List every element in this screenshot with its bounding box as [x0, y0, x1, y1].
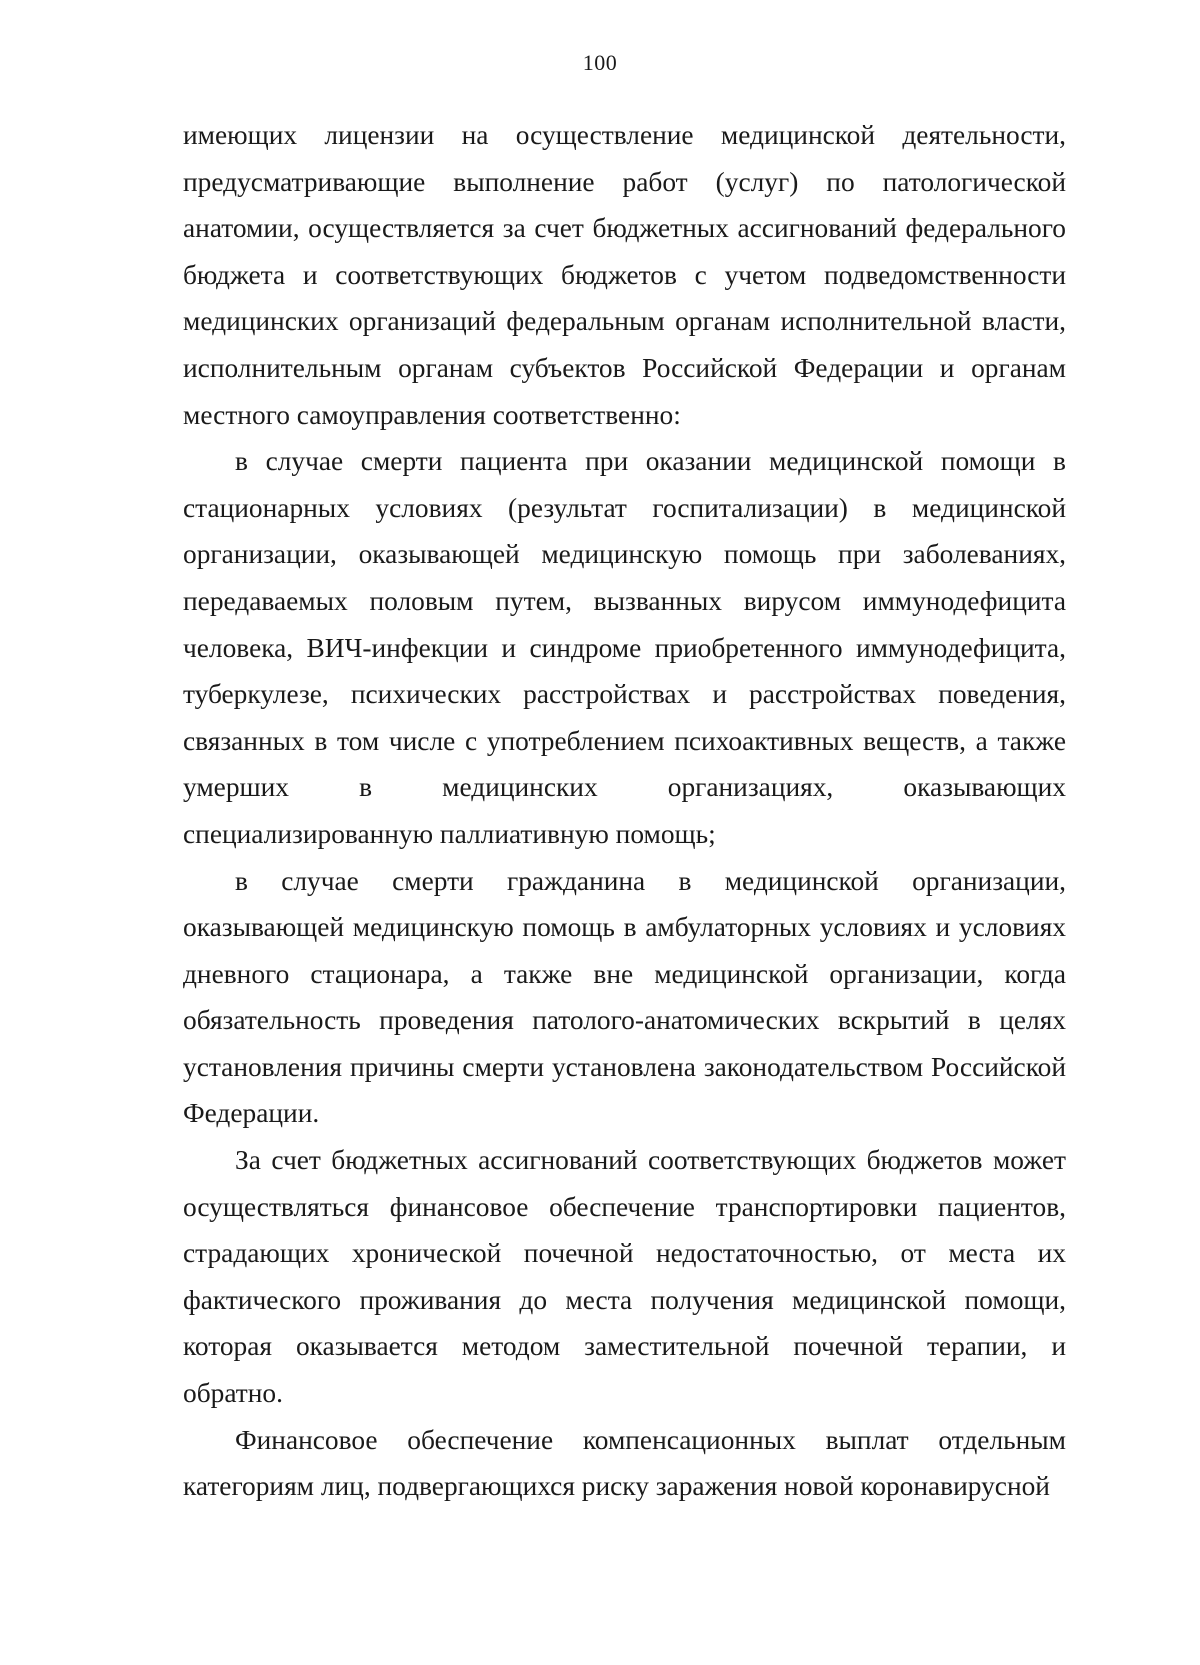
page-number: 100 [582, 50, 618, 75]
paragraph-citizen-death-outpatient: в случае смерти гражданина в медицинской организации, оказывающей медицинскую помощь в амбулаторных условиях и условиях дневного стационара, а также вне медицинской организации, когда обязательность проведения патолого-анатомических вскрытий в целях установления причины смерти установлена законодательством Российской Федерации. [183, 865, 1066, 1129]
paragraph-patient-death-inpatient: в случае смерти пациента при оказании медицинской помощи в стационарных условиях (результат госпитализации) в медицинской организации, оказывающей медицинскую помощь при заболеваниях, передаваемых половым путем, вызванных вирусом иммунодефицита человека, ВИЧ-инфекции и синдроме приобретенного иммунодефицита, туберкулезе, психических расстройствах и расстройствах поведения, связанных в том числе с употреблением психоактивных веществ, а также умерших в медицинских организациях, оказывающих специализированную паллиативную помощь; [183, 446, 1066, 849]
paragraph-dialysis-transport: За счет бюджетных ассигнований соответствующих бюджетов может осуществляться финансовое обеспечение транспортировки пациентов, страдающих хронической почечной недостаточностью, от места их фактического проживания до места получения медицинской помощи, которая оказывается методом заместительной почечной терапии, и обратно. [183, 1145, 1066, 1409]
body-text [183, 112, 1066, 1510]
paragraph-continuation: имеющих лицензии на осуществление медицинской деятельности, предусматривающие выполнение работ (услуг) по патологической анатомии, осуществляется за счет бюджетных ассигнований федерального бюджета и соответствующих бюджетов с учетом подведомственности медицинских организаций федеральным органам исполнительной власти, исполнительным органам субъектов Российской Федерации и органам местного самоуправления соответственно: [183, 120, 1066, 430]
paragraph-compensation-payments: Финансовое обеспечение компенсационных выплат отдельным категориям лиц, подвергающихся риску заражения новой коронавирусной [183, 1424, 1066, 1502]
